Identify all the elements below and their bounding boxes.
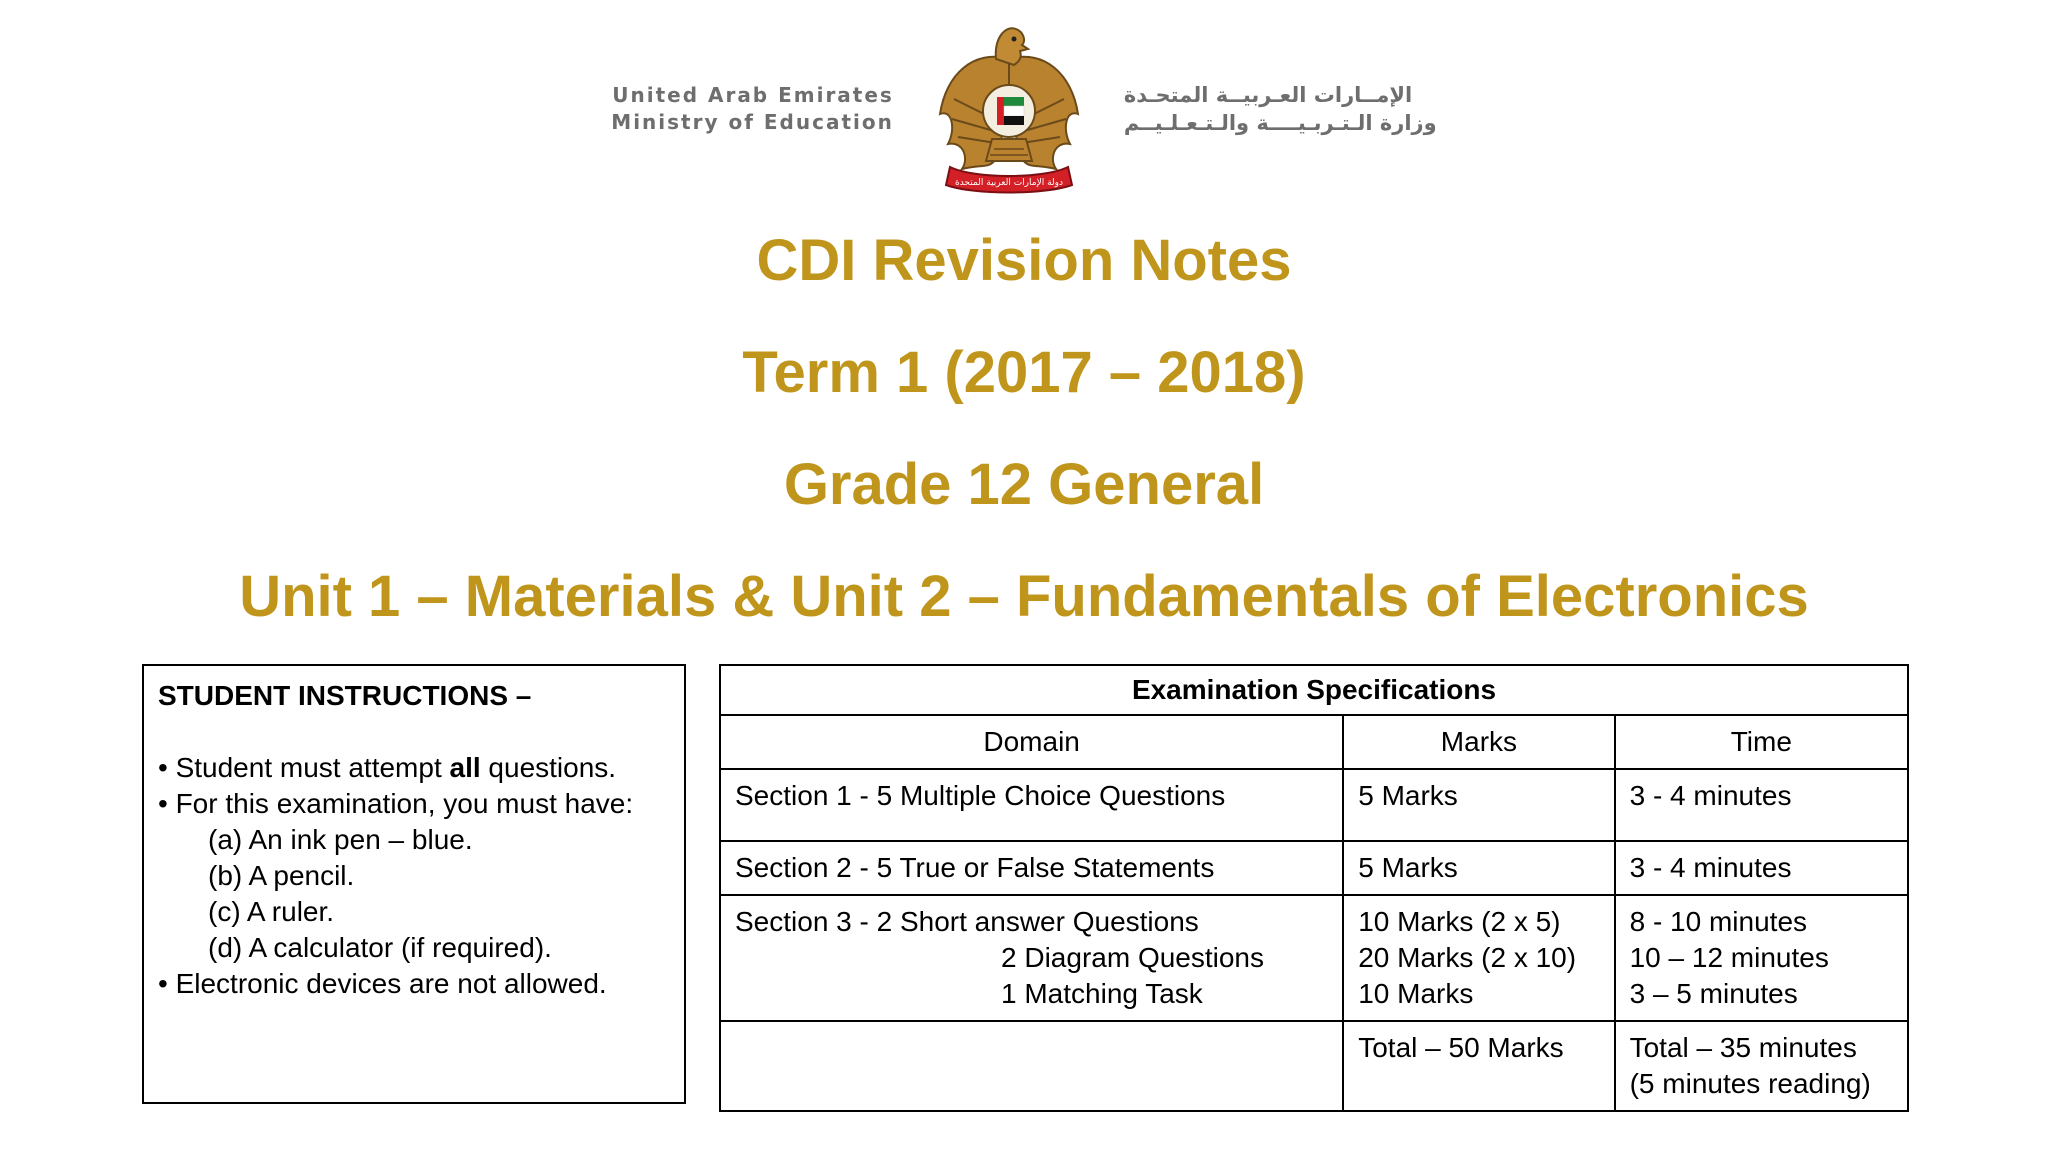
instruction-item-1-bold: all: [449, 752, 481, 783]
ministry-header: [0, 14, 2048, 204]
spec-header-marks: Marks: [1343, 715, 1614, 769]
uae-falcon-emblem-icon: [934, 19, 1084, 199]
spec-row3-domain-line2: 2 Diagram Questions: [1001, 942, 1265, 973]
instruction-sub-b: (b) A pencil.: [208, 860, 355, 891]
instruction-item-1: [158, 750, 670, 786]
title-line-2: Term 1 (2017 – 2018): [742, 340, 1306, 405]
spec-row3-time-line2: 10 – 12 minutes: [1629, 942, 1829, 973]
spec-row3-time: [1615, 895, 1908, 1021]
instruction-sub-c: (c) A ruler.: [208, 896, 335, 927]
spec-row2-marks: 5 Marks: [1343, 841, 1614, 895]
instruction-item-1-pre: • Student must attempt: [158, 752, 450, 783]
ministry-en-line1: United Arab Emirates: [612, 83, 894, 107]
spec-row3-marks: [1343, 895, 1614, 1021]
table-row: [720, 841, 1908, 895]
spec-row3-marks-line1: 10 Marks (2 x 5): [1358, 906, 1561, 937]
instruction-item-3: • Electronic devices are not allowed.: [158, 968, 607, 999]
instruction-sub-a: (a) An ink pen – blue.: [208, 824, 473, 855]
ministry-ar-line2: وزارة الـتـربـيــــة والـتـعـلـيــم: [1123, 111, 1437, 135]
ministry-ar-line1: الإمــارات العـربيــة المتحـدة: [1123, 83, 1413, 107]
table-row: [720, 895, 1908, 1021]
spec-total-domain-empty: [720, 1021, 1343, 1111]
spec-row3-time-line3: 3 – 5 minutes: [1629, 978, 1798, 1009]
spec-row2-domain: Section 2 - 5 True or False Statements: [720, 841, 1343, 895]
title-line-1: CDI Revision Notes: [756, 228, 1292, 293]
examination-specifications-table: [719, 664, 1909, 1112]
spec-row1-time: 3 - 4 minutes: [1615, 769, 1908, 841]
table-row: [720, 1021, 1908, 1111]
instruction-item-1-post: questions.: [480, 752, 617, 783]
table-row: [720, 769, 1908, 841]
document-titles: [0, 205, 2048, 653]
spec-row3-domain-line1: Section 3 - 2 Short answer Questions: [735, 906, 1199, 937]
spec-row2-time: 3 - 4 minutes: [1615, 841, 1908, 895]
spec-total-time-line2: (5 minutes reading): [1629, 1068, 1871, 1099]
spec-header-time: Time: [1615, 715, 1908, 769]
title-line-3: Grade 12 General: [783, 452, 1265, 517]
spec-total-time-line1: Total – 35 minutes: [1629, 1032, 1857, 1063]
spec-row3-time-line1: 8 - 10 minutes: [1629, 906, 1808, 937]
spec-row3-marks-line2: 20 Marks (2 x 10): [1358, 942, 1577, 973]
spec-row3-marks-line3: 10 Marks: [1358, 978, 1474, 1009]
student-instructions-box: [142, 664, 686, 1104]
spec-total-marks: Total – 50 Marks: [1343, 1021, 1614, 1111]
ministry-en-line2: Ministry of Education: [611, 110, 894, 134]
ministry-name-arabic: [1124, 81, 1437, 137]
spec-total-time: [1615, 1021, 1908, 1111]
instruction-sub-d: (d) A calculator (if required).: [208, 932, 552, 963]
spec-row3-domain: [720, 895, 1343, 1021]
spec-row1-marks: 5 Marks: [1343, 769, 1614, 841]
spec-row3-domain-line3: 1 Matching Task: [1001, 978, 1203, 1009]
spec-header-domain: Domain: [720, 715, 1343, 769]
ministry-name-english: [611, 82, 894, 136]
emblem-scroll-text: دولة الإمارات العربية المتحدة: [954, 178, 1063, 188]
spec-row1-domain: Section 1 - 5 Multiple Choice Questions: [720, 769, 1343, 841]
instruction-item-2: • For this examination, you must have:: [158, 788, 634, 819]
spec-caption: Examination Specifications: [720, 665, 1908, 715]
instructions-heading: STUDENT INSTRUCTIONS –: [158, 680, 532, 711]
title-line-4: Unit 1 – Materials & Unit 2 – Fundamentals of Electronics: [239, 564, 1809, 629]
